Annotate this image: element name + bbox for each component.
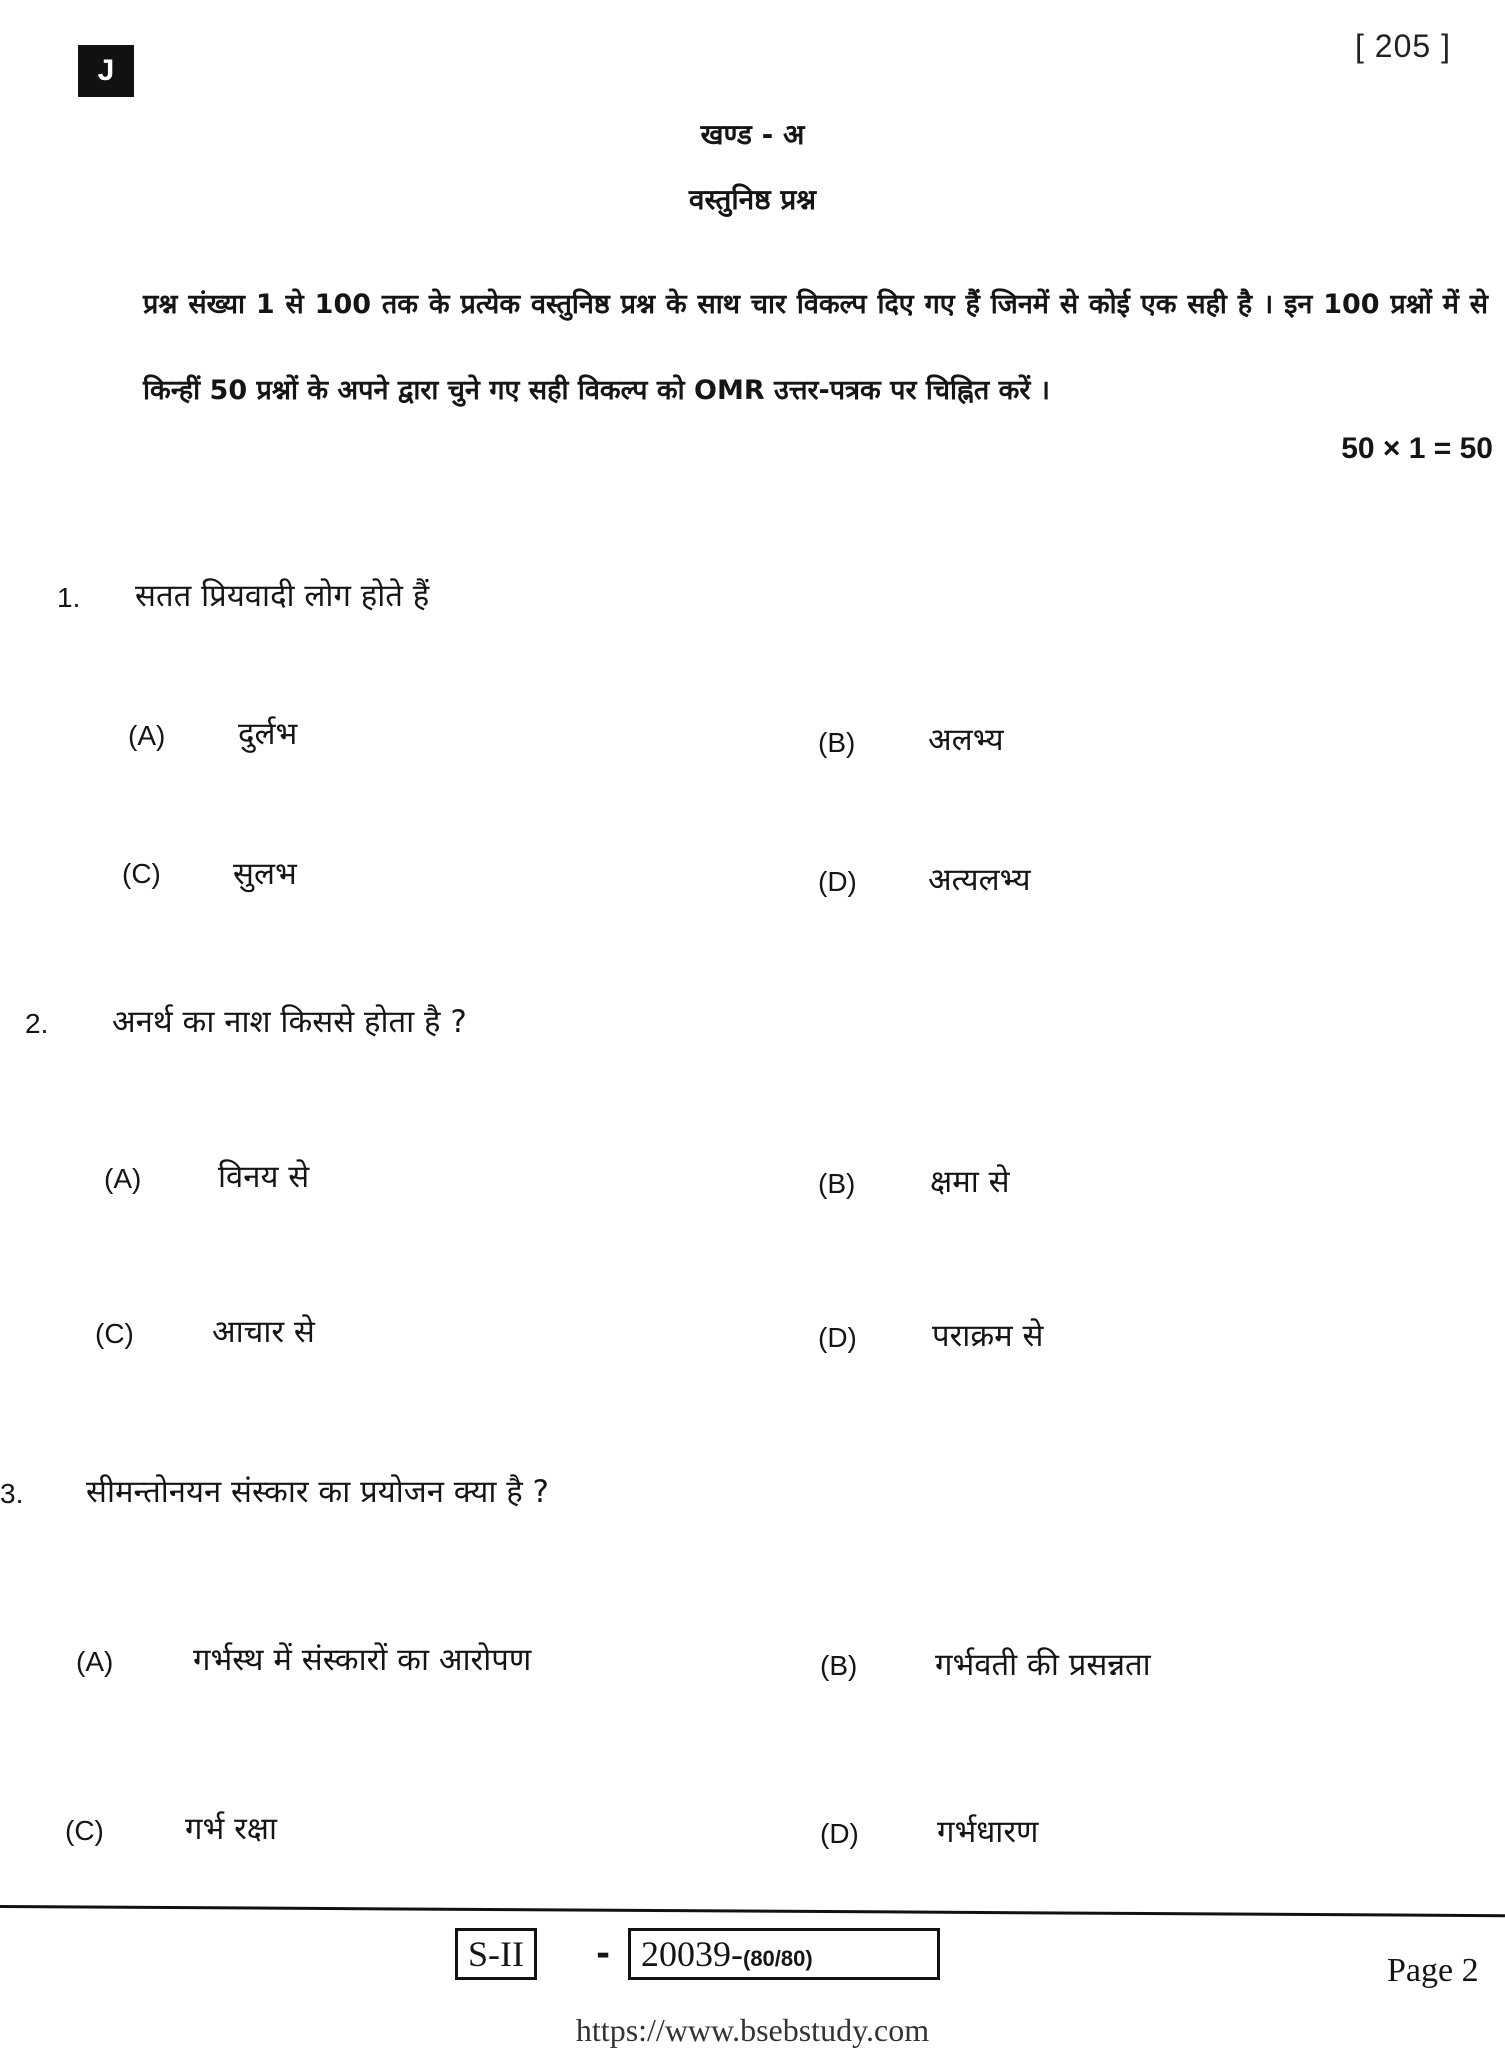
option-text-d[interactable]: गर्भधारण: [937, 1814, 1039, 1850]
question-text: सीमन्तोनयन संस्कार का प्रयोजन क्या है ?: [86, 1474, 550, 1510]
series-box: [455, 1928, 537, 1980]
code-suffix: (80/80): [743, 1946, 813, 1971]
option-label-b[interactable]: (B): [820, 1650, 858, 1681]
footer-separator: -: [596, 1934, 611, 1974]
instructions-text: प्रश्न संख्या 1 से 100 तक के प्रत्येक वस्तुनिष्ठ प्रश्न के साथ चार विकल्प दिए गए हैं जिनमें से कोई एक सही है । इन 100 प्रश्नों में से किन्हीं 50 प्रश्नों के अपने द्वारा चुने गए सही विकल्प को OMR उत्तर-पत्रक पर चिह्नित करें ।: [143, 289, 1488, 406]
option-text-b[interactable]: क्षमा से: [930, 1164, 1010, 1200]
source-url[interactable]: https://www.bsebstudy.com: [575, 2012, 930, 2048]
option-label-d[interactable]: (D): [820, 1818, 859, 1849]
code-box: [628, 1928, 940, 1980]
option-label-c[interactable]: (C): [65, 1815, 104, 1846]
section-title: खण्ड - अ: [700, 118, 805, 151]
option-text-b[interactable]: गर्भवती की प्रसन्नता: [935, 1647, 1151, 1683]
option-label-d[interactable]: (D): [818, 866, 857, 897]
option-text-c[interactable]: गर्भ रक्षा: [185, 1811, 278, 1847]
section-subtitle: वस्तुनिष्ठ प्रश्न: [688, 183, 817, 216]
option-label-a[interactable]: (A): [76, 1646, 114, 1677]
page-number: Page 2: [1387, 1952, 1479, 1989]
option-label-b[interactable]: (B): [818, 1168, 856, 1199]
option-label-a[interactable]: (A): [104, 1163, 142, 1194]
option-label-d[interactable]: (D): [818, 1322, 857, 1353]
question-number: 1.: [57, 582, 81, 613]
question-text: अनर्थ का नाश किससे होता है ?: [112, 1004, 467, 1040]
option-text-a[interactable]: गर्भस्थ में संस्कारों का आरोपण: [193, 1642, 532, 1678]
paper-code: [ 205 ]: [1355, 28, 1451, 64]
option-label-a[interactable]: (A): [128, 720, 166, 751]
option-text-d[interactable]: अत्यलभ्य: [928, 862, 1031, 898]
code-label: 20039-: [641, 1934, 743, 1974]
option-text-b[interactable]: अलभ्य: [928, 722, 1004, 758]
option-label-b[interactable]: (B): [818, 727, 856, 758]
footer-divider: [0, 1905, 1505, 1917]
option-text-d[interactable]: पराक्रम से: [932, 1318, 1044, 1354]
question-number: 2.: [25, 1008, 49, 1039]
option-text-a[interactable]: दुर्लभ: [238, 716, 298, 752]
question-text: सतत प्रियवादी लोग होते हैं: [135, 578, 430, 614]
marks-allocation: 50 × 1 = 50: [1341, 432, 1493, 465]
option-text-c[interactable]: आचार से: [212, 1314, 315, 1350]
option-text-c[interactable]: सुलभ: [233, 856, 297, 892]
option-text-a[interactable]: विनय से: [218, 1159, 310, 1195]
option-label-c[interactable]: (C): [122, 858, 161, 889]
option-label-c[interactable]: (C): [95, 1318, 134, 1349]
set-badge: J: [78, 45, 134, 97]
question-number: 3.: [0, 1478, 24, 1509]
series-label: S-II: [468, 1934, 524, 1974]
